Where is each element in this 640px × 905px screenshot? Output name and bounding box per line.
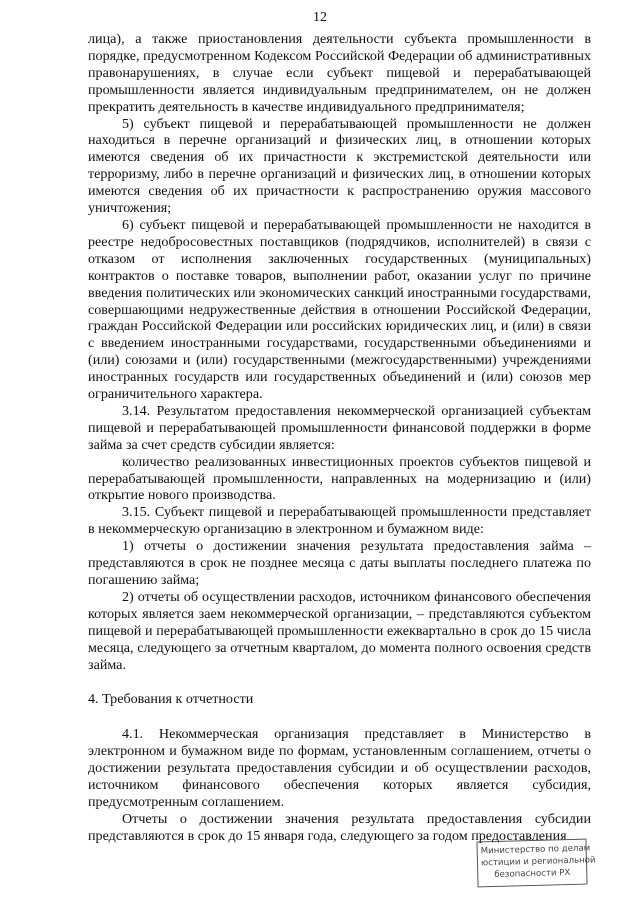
paragraph-3-15: 3.15. Субъект пищевой и перерабатывающей промышленности представляет в некоммерческую организацию в электронном и бумажном виде: <box>88 504 591 538</box>
paragraph-item-5: 5) субъект пищевой и перерабатывающей промышленности не должен находиться в перечне организаций и физических лиц, в отношении которых имеются сведения об их причастности к экстремистской деятельности или терроризму, либо в перечне организаций и физических лиц, в отношении которых имеются сведения об их причастности к распространению оружия массового уничтожения; <box>88 115 591 217</box>
stamp-line: юстиции и региональной <box>480 855 596 869</box>
document-body <box>88 31 591 845</box>
paragraph-reports-deadline: Отчеты о достижении значения результата предоставления субсидии представляются в срок до 15 января года, следующего за годом предоставления <box>88 810 591 844</box>
paragraph-3-14: 3.14. Результатом предоставления некоммерческой организацией субъектам пищевой и перерабатывающей промышленности финансовой поддержки в форме займа за счет средств субсидии является: <box>88 402 591 453</box>
stamp-line: Министерство по делам <box>480 843 591 857</box>
paragraph-report-1: 1) отчеты о достижении значения результата предоставления займа – представляются в срок не позднее месяца с даты выплаты последнего платежа по погашению займа; <box>88 538 591 588</box>
paragraph-result-indicator: количество реализованных инвестиционных проектов субъектов пищевой и перерабатывающей промышленности, направленных на модернизацию и (или) открытие нового производства. <box>88 453 591 504</box>
paragraph-item-6: 6) субъект пищевой и перерабатывающей промышленности не находится в реестре недобросовестных поставщиков (подрядчиков, исполнителей) в связи с отказом от исполнения заключенных государственных (муниципальных) контрактов о поставке товаров, выполнении работ, оказании услуг по причине введения политических или экономических санкций иностранными государствами, совершающими недружественные действия в отношении Российской Федерации, граждан Российской Федерации или российских юридических лиц, и (или) в связи с введением иностранными государствами, государственными объединениями и (или) союзами и (или) государственными (межгосударственными) учреждениями иностранных государств или государственных объединений и (или) союзов мер ограничительного характера. <box>88 216 591 403</box>
paragraph-4-1: 4.1. Некоммерческая организация представляет в Министерство в электронном и бумажном виде по формам, установленным соглашением, отчеты о достижении результата предоставления субсидии и об осуществлении расходов, источником финансового обеспечения которых является субсидия, предусмотренным соглашением. <box>88 726 591 810</box>
stamp-line: безопасности РХ <box>494 868 571 880</box>
registration-stamp <box>476 839 596 888</box>
section-title: 4. Требования к отчетности <box>88 691 254 708</box>
page-number: 12 <box>313 10 327 25</box>
paragraph-continuation: лица), а также приостановления деятельности субъекта промышленности в порядке, предусмотренном Кодексом Российской Федерации об административных правонарушениях, в случае если субъект пищевой и перерабатывающей промышленности является индивидуальным предпринимателем, он не должен прекратить деятельность в качестве индивидуального предпринимателя; <box>88 31 591 115</box>
paragraph-report-2: 2) отчеты об осуществлении расходов, источником финансового обеспечения которых является заем некоммерческой организации, – представляются субъектом пищевой и перерабатывающей промышленности ежеквартально в срок до 15 числа месяца, следующего за отчетным кварталом, до момента полного освоения средств займа. <box>88 588 591 673</box>
